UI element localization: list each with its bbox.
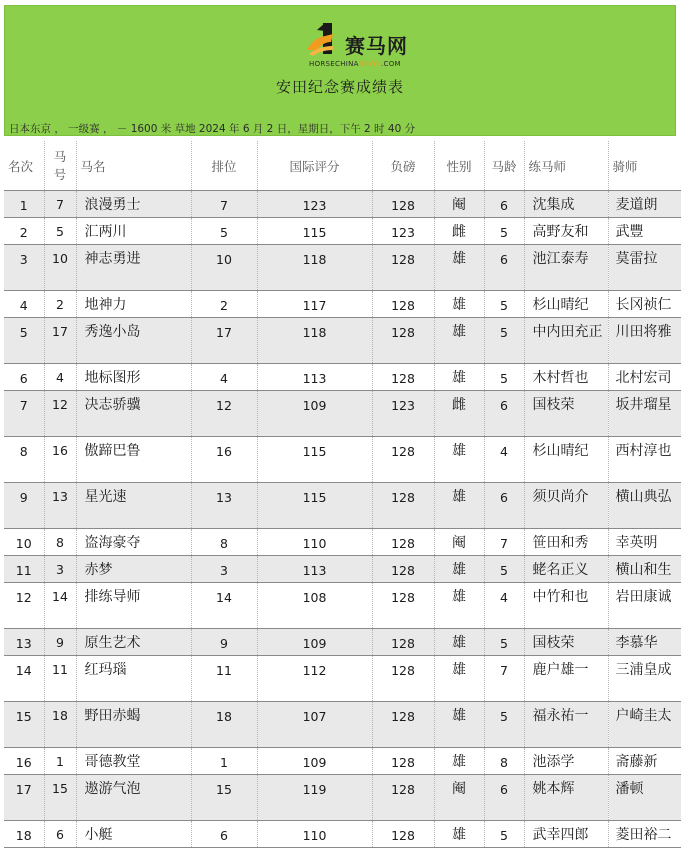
age-cell: 5	[484, 318, 524, 364]
number-cell: 18	[44, 702, 76, 748]
trainer-cell: 池添学	[524, 748, 608, 775]
weight-cell: 128	[372, 775, 434, 821]
horse-name-cell: 地神力	[76, 291, 191, 318]
weight-cell: 128	[372, 656, 434, 702]
sex-cell: 雌	[434, 218, 484, 245]
table-row	[4, 318, 681, 364]
rank-cell: 15	[4, 702, 44, 748]
weight-cell: 123	[372, 218, 434, 245]
age-cell: 8	[484, 748, 524, 775]
table-row	[4, 291, 681, 318]
horse-name-cell: 星光速	[76, 483, 191, 529]
race-info: 日本东京 ， 一级赛 ， － 1600 米 草地 2024 年 6 月 2 日，星期日，下午 2 时 40 分	[9, 123, 416, 135]
number-cell: 7	[44, 191, 76, 218]
table-row	[4, 702, 681, 748]
col-rating: 国际评分	[257, 141, 372, 191]
draw-cell: 9	[191, 629, 257, 656]
rating-cell: 113	[257, 364, 372, 391]
horse-name-cell: 神志勇进	[76, 245, 191, 291]
weight-cell: 128	[372, 291, 434, 318]
weight-cell: 128	[372, 583, 434, 629]
rating-cell: 118	[257, 318, 372, 364]
table-row	[4, 529, 681, 556]
jockey-cell: 幸英明	[608, 529, 681, 556]
number-cell: 15	[44, 775, 76, 821]
rating-cell: 109	[257, 391, 372, 437]
trainer-cell: 杉山晴纪	[524, 291, 608, 318]
age-cell: 6	[484, 245, 524, 291]
number-cell: 14	[44, 583, 76, 629]
jockey-cell: 坂井瑠星	[608, 391, 681, 437]
trainer-cell: 武幸四郎	[524, 821, 608, 848]
rating-cell: 108	[257, 583, 372, 629]
rating-cell: 115	[257, 437, 372, 483]
sex-cell: 雄	[434, 318, 484, 364]
rating-cell: 109	[257, 629, 372, 656]
weight-cell: 128	[372, 364, 434, 391]
trainer-cell: 福永祐一	[524, 702, 608, 748]
jockey-cell: 川田将雅	[608, 318, 681, 364]
table-row	[4, 775, 681, 821]
table-row	[4, 391, 681, 437]
draw-cell: 8	[191, 529, 257, 556]
weight-cell: 128	[372, 821, 434, 848]
number-cell: 11	[44, 656, 76, 702]
jockey-cell: 横山和生	[608, 556, 681, 583]
draw-cell: 6	[191, 821, 257, 848]
table-row	[4, 748, 681, 775]
draw-cell: 5	[191, 218, 257, 245]
age-cell: 5	[484, 556, 524, 583]
rating-cell: 123	[257, 191, 372, 218]
jockey-cell: 武豐	[608, 218, 681, 245]
horse-name-cell: 小艇	[76, 821, 191, 848]
horse-name-cell: 哥德教堂	[76, 748, 191, 775]
weight-cell: 128	[372, 702, 434, 748]
number-cell: 8	[44, 529, 76, 556]
age-cell: 6	[484, 191, 524, 218]
rating-cell: 109	[257, 748, 372, 775]
sex-cell: 阉	[434, 191, 484, 218]
rating-cell: 110	[257, 529, 372, 556]
draw-cell: 4	[191, 364, 257, 391]
horse-name-cell: 遨游气泡	[76, 775, 191, 821]
rank-cell: 9	[4, 483, 44, 529]
jockey-cell: 横山典弘	[608, 483, 681, 529]
sex-cell: 雄	[434, 629, 484, 656]
table-row	[4, 245, 681, 291]
site-logo[interactable]	[303, 20, 413, 72]
col-rank: 名次	[4, 141, 44, 191]
rank-cell: 4	[4, 291, 44, 318]
weight-cell: 123	[372, 391, 434, 437]
horse-name-cell: 盗海豪夺	[76, 529, 191, 556]
rank-cell: 13	[4, 629, 44, 656]
trainer-cell: 国枝荣	[524, 629, 608, 656]
number-cell: 10	[44, 245, 76, 291]
weight-cell: 128	[372, 437, 434, 483]
rank-cell: 7	[4, 391, 44, 437]
jockey-cell: 岩田康诚	[608, 583, 681, 629]
sex-cell: 雄	[434, 748, 484, 775]
col-number	[44, 141, 76, 191]
col-sex: 性别	[434, 141, 484, 191]
draw-cell: 10	[191, 245, 257, 291]
horse-name-cell: 地标图形	[76, 364, 191, 391]
col-trainer: 练马师	[524, 141, 608, 191]
rating-cell: 112	[257, 656, 372, 702]
weight-cell: 128	[372, 629, 434, 656]
rank-cell: 11	[4, 556, 44, 583]
jockey-cell: 户崎圭太	[608, 702, 681, 748]
sex-cell: 雄	[434, 291, 484, 318]
weight-cell: 128	[372, 556, 434, 583]
rank-cell: 5	[4, 318, 44, 364]
horse-logo-icon	[303, 20, 347, 60]
trainer-cell: 高野友和	[524, 218, 608, 245]
age-cell: 6	[484, 775, 524, 821]
logo-domain-highlight: NEWS	[358, 60, 381, 68]
horse-name-cell: 排练导师	[76, 583, 191, 629]
age-cell: 5	[484, 702, 524, 748]
rating-cell: 118	[257, 245, 372, 291]
sex-cell: 雄	[434, 656, 484, 702]
rating-cell: 119	[257, 775, 372, 821]
rating-cell: 110	[257, 821, 372, 848]
trainer-cell: 笹田和秀	[524, 529, 608, 556]
col-age: 马龄	[484, 141, 524, 191]
rank-cell: 16	[4, 748, 44, 775]
trainer-cell: 杉山晴纪	[524, 437, 608, 483]
age-cell: 6	[484, 391, 524, 437]
sex-cell: 雌	[434, 391, 484, 437]
horse-name-cell: 决志骄骥	[76, 391, 191, 437]
trainer-cell: 姚本辉	[524, 775, 608, 821]
draw-cell: 3	[191, 556, 257, 583]
draw-cell: 13	[191, 483, 257, 529]
col-jockey: 骑师	[608, 141, 681, 191]
sex-cell: 雄	[434, 821, 484, 848]
age-cell: 6	[484, 483, 524, 529]
age-cell: 5	[484, 821, 524, 848]
horse-name-cell: 赤梦	[76, 556, 191, 583]
table-row	[4, 556, 681, 583]
draw-cell: 12	[191, 391, 257, 437]
number-cell: 6	[44, 821, 76, 848]
sex-cell: 雄	[434, 245, 484, 291]
horse-name-cell: 原生艺术	[76, 629, 191, 656]
table-body	[4, 191, 681, 848]
logo-domain-prefix: HORSECHINA	[309, 60, 359, 68]
weight-cell: 128	[372, 245, 434, 291]
draw-cell: 17	[191, 318, 257, 364]
weight-cell: 128	[372, 748, 434, 775]
number-cell: 12	[44, 391, 76, 437]
number-cell: 5	[44, 218, 76, 245]
rank-cell: 12	[4, 583, 44, 629]
col-number-label: 马号	[53, 148, 67, 182]
trainer-cell: 须贝尚介	[524, 483, 608, 529]
page-title: 安田纪念赛成绩表	[275, 78, 404, 96]
jockey-cell: 李慕华	[608, 629, 681, 656]
horse-name-cell: 汇两川	[76, 218, 191, 245]
trainer-cell: 木村哲也	[524, 364, 608, 391]
age-cell: 5	[484, 364, 524, 391]
table-row	[4, 821, 681, 848]
draw-cell: 11	[191, 656, 257, 702]
jockey-cell: 北村宏司	[608, 364, 681, 391]
rank-cell: 3	[4, 245, 44, 291]
number-cell: 16	[44, 437, 76, 483]
jockey-cell: 麦道朗	[608, 191, 681, 218]
age-cell: 7	[484, 529, 524, 556]
trainer-cell: 蛯名正义	[524, 556, 608, 583]
jockey-cell: 菱田裕二	[608, 821, 681, 848]
table-row	[4, 437, 681, 483]
table-header-row	[4, 141, 681, 191]
number-cell: 9	[44, 629, 76, 656]
age-cell: 5	[484, 629, 524, 656]
horse-name-cell: 秀逸小岛	[76, 318, 191, 364]
col-horse: 马名	[76, 141, 191, 191]
rank-cell: 1	[4, 191, 44, 218]
draw-cell: 18	[191, 702, 257, 748]
draw-cell: 14	[191, 583, 257, 629]
rating-cell: 115	[257, 483, 372, 529]
sex-cell: 阉	[434, 529, 484, 556]
age-cell: 5	[484, 218, 524, 245]
table-row	[4, 364, 681, 391]
draw-cell: 7	[191, 191, 257, 218]
sex-cell: 雄	[434, 702, 484, 748]
rank-cell: 18	[4, 821, 44, 848]
logo-domain-suffix: .COM	[380, 60, 401, 68]
age-cell: 4	[484, 437, 524, 483]
horse-name-cell: 傲蹄巴鲁	[76, 437, 191, 483]
horse-name-cell: 浪漫勇士	[76, 191, 191, 218]
age-cell: 4	[484, 583, 524, 629]
logo-domain	[309, 60, 401, 68]
age-cell: 5	[484, 291, 524, 318]
jockey-cell: 斋藤新	[608, 748, 681, 775]
number-cell: 13	[44, 483, 76, 529]
jockey-cell: 长冈祯仁	[608, 291, 681, 318]
results-table-wrapper	[4, 141, 681, 862]
number-cell: 2	[44, 291, 76, 318]
table-row	[4, 583, 681, 629]
draw-cell: 16	[191, 437, 257, 483]
trainer-cell: 沈集成	[524, 191, 608, 218]
draw-cell: 2	[191, 291, 257, 318]
rank-cell: 2	[4, 218, 44, 245]
sex-cell: 雄	[434, 437, 484, 483]
logo-name: 赛马网	[345, 34, 408, 58]
number-cell: 1	[44, 748, 76, 775]
weight-cell: 128	[372, 191, 434, 218]
rating-cell: 117	[257, 291, 372, 318]
weight-cell: 128	[372, 318, 434, 364]
trainer-cell: 中内田充正	[524, 318, 608, 364]
jockey-cell: 西村淳也	[608, 437, 681, 483]
trainer-cell: 鹿户雄一	[524, 656, 608, 702]
jockey-cell: 莫雷拉	[608, 245, 681, 291]
rating-cell: 115	[257, 218, 372, 245]
table-row	[4, 656, 681, 702]
table-row	[4, 629, 681, 656]
sex-cell: 雄	[434, 556, 484, 583]
draw-cell: 1	[191, 748, 257, 775]
rank-cell: 6	[4, 364, 44, 391]
rank-cell: 17	[4, 775, 44, 821]
results-table	[4, 141, 681, 848]
col-weight: 负磅	[372, 141, 434, 191]
trainer-cell: 国枝荣	[524, 391, 608, 437]
rating-cell: 113	[257, 556, 372, 583]
sex-cell: 雄	[434, 364, 484, 391]
weight-cell: 128	[372, 529, 434, 556]
sex-cell: 雄	[434, 583, 484, 629]
rank-cell: 10	[4, 529, 44, 556]
number-cell: 3	[44, 556, 76, 583]
number-cell: 17	[44, 318, 76, 364]
horse-name-cell: 野田赤蝎	[76, 702, 191, 748]
draw-cell: 15	[191, 775, 257, 821]
jockey-cell: 潘顿	[608, 775, 681, 821]
weight-cell: 128	[372, 483, 434, 529]
trainer-cell: 池江泰寿	[524, 245, 608, 291]
col-draw: 排位	[191, 141, 257, 191]
rating-cell: 107	[257, 702, 372, 748]
age-cell: 7	[484, 656, 524, 702]
number-cell: 4	[44, 364, 76, 391]
horse-name-cell: 红玛瑙	[76, 656, 191, 702]
jockey-cell: 三浦皇成	[608, 656, 681, 702]
sex-cell: 阉	[434, 775, 484, 821]
table-row	[4, 218, 681, 245]
table-row	[4, 483, 681, 529]
table-row	[4, 191, 681, 218]
rank-cell: 8	[4, 437, 44, 483]
sex-cell: 雄	[434, 483, 484, 529]
trainer-cell: 中竹和也	[524, 583, 608, 629]
rank-cell: 14	[4, 656, 44, 702]
header-banner	[4, 5, 676, 136]
